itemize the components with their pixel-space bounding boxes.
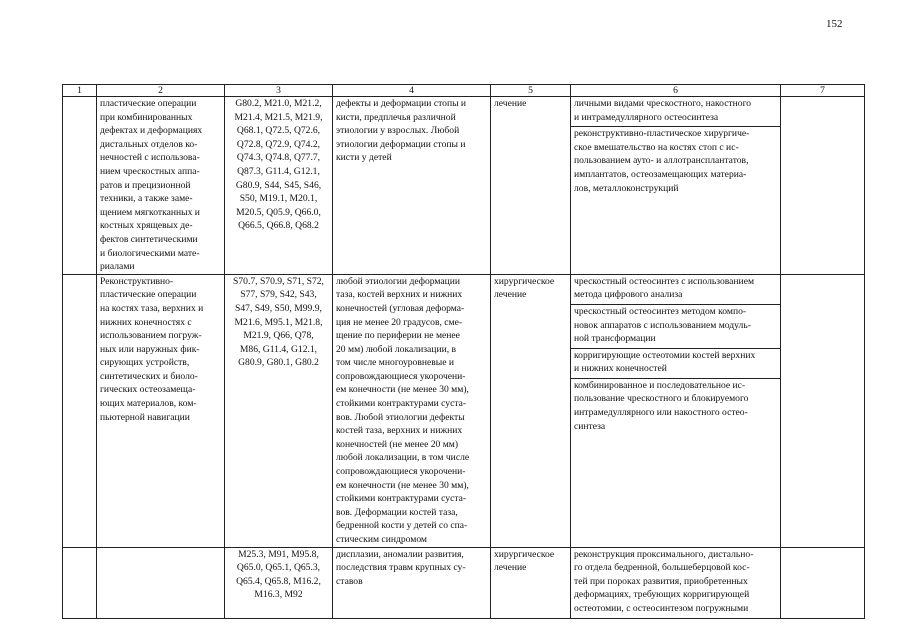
treatment-method-line: ной трансформации [574, 333, 656, 345]
diagnosis-line: конечностей (угловая деформа- [336, 302, 465, 314]
treatment-method [571, 349, 780, 379]
icd-code-line: G80.9, S44, S45, S46, [235, 179, 322, 191]
header-row [63, 85, 865, 97]
treatment-method [571, 97, 780, 127]
procedure-group-line: нечностей с использова- [100, 152, 200, 164]
column-header: 6 [571, 85, 781, 97]
procedure-group-line: использованием погруж- [100, 330, 202, 342]
treatment-method-line: реконструкция проксимального, дистально- [574, 548, 754, 560]
procedure-group-line: ратов и прецизионной [100, 179, 191, 191]
cell-icd-codes [225, 274, 333, 547]
diagnosis-line: костей таза, верхних и нижних [336, 425, 463, 437]
treatment-method-line: пользование чрескостного и блокируемого [574, 393, 749, 405]
procedure-group-line: техники, а также заме- [100, 193, 193, 205]
icd-code-line: G80.2, M21.0, M21.2, [235, 98, 322, 109]
cell-methods [571, 274, 781, 547]
procedure-group-line: дефектах и деформациях [100, 125, 203, 137]
diagnosis-line: кисти, предплечья различной [336, 111, 456, 123]
diagnosis-line: ставов [336, 575, 363, 587]
treatment-method-line: реконструктивно-пластическое хирургиче- [574, 128, 750, 140]
cell-procedure-group [97, 547, 225, 618]
diagnosis-line: последствия травм крупных су- [336, 562, 466, 574]
treatment-type-line: лечение [494, 98, 527, 109]
cell-diagnosis [333, 97, 491, 275]
cell-icd-codes [225, 547, 333, 618]
treatment-method [571, 275, 780, 305]
icd-code-line: S47, S49, S50, M99.9, [235, 302, 322, 314]
treatment-method-line: личными видами чрескостного, накостного [574, 98, 752, 109]
cell-procedure-group [97, 97, 225, 275]
table-row [63, 274, 865, 547]
procedure-group-line: риалами [100, 261, 135, 273]
column-header: 4 [333, 85, 491, 97]
diagnosis-line: кисти у детей [336, 152, 392, 164]
cell-col7 [781, 97, 865, 275]
treatment-method-line: имплантатов, остеозамещающих материа- [574, 168, 747, 180]
treatment-method-line: лов, металлоконструкций [574, 182, 679, 194]
treatment-type-line: лечение [494, 289, 527, 301]
treatment-method-line: го отдела бедренной, большеберцовой кос- [574, 562, 750, 574]
icd-code-line: S50, M19.1, M20.1, [239, 193, 318, 205]
column-header: 5 [491, 85, 571, 97]
treatment-method-line: ское вмешательство на костях стоп с ис- [574, 141, 739, 153]
procedure-group-line: пьютерной навигации [100, 411, 190, 423]
procedure-group-line: пластические операции [100, 289, 197, 301]
treatment-method-line: и интрамедуллярного остеосинтеза [574, 111, 719, 123]
diagnosis-line: том числе многоуровневые и [336, 357, 455, 369]
cell-treatment-type [491, 274, 571, 547]
diagnosis-line: сопровождающиеся укорочени- [336, 466, 466, 478]
icd-code-line: Q65.0, Q65.1, Q65.3, [236, 562, 321, 574]
treatment-type-line: хирургическое [494, 548, 555, 560]
treatment-method [571, 305, 780, 349]
diagnosis-line: сопровождающиеся укорочени- [336, 370, 466, 382]
diagnosis-line: любой локализации, в том числе [336, 452, 470, 464]
diagnosis-line: ем конечности (не менее 30 мм), [336, 384, 469, 396]
diagnosis-line: вов. Любой этиологии дефекты [336, 411, 465, 423]
icd-code-line: G80.9, G80.1, G80.2 [238, 357, 319, 369]
procedure-group-line: Реконструктивно- [100, 275, 174, 287]
diagnosis-line: дефекты и деформации стопы и [336, 98, 467, 109]
cell-methods [571, 547, 781, 618]
icd-code-line: M20.5, Q05.9, Q66.0, [236, 206, 321, 218]
cell-treatment-type [491, 547, 571, 618]
treatment-method-line: деформациях, требующих корригирующей [574, 589, 750, 601]
procedure-group-line: ных или наружных фик- [100, 343, 200, 355]
procedure-group-line: синтетических и биоло- [100, 370, 198, 382]
cell-methods [571, 97, 781, 275]
treatment-method-line: и нижних конечностей [574, 363, 667, 375]
cell-col1 [63, 547, 97, 618]
diagnosis-line: стойкими контрактурами суста- [336, 398, 467, 410]
table-container [62, 84, 864, 614]
treatment-method-line: чрескостный остеосинтез методом компо- [574, 305, 747, 317]
procedure-group-line: гических остеозамеща- [100, 384, 196, 396]
diagnosis-line: этиологии деформации стопы и [336, 138, 466, 150]
icd-code-line: Q66.5, Q66.8, Q68.2 [238, 220, 319, 232]
cell-col1 [63, 274, 97, 547]
icd-code-line: Q72.8, Q72.9, Q74.2, [236, 138, 321, 150]
diagnosis-line: конечностей (не менее 20 мм) [336, 438, 459, 450]
treatment-method-line: пользованием ауто- и аллотрансплантатов, [574, 155, 749, 167]
cell-treatment-type [491, 97, 571, 275]
icd-code-line: M86, G11.4, G12.1, [239, 343, 318, 355]
procedure-group-line: нием чрескостных аппа- [100, 165, 200, 177]
procedure-group-line: пластические операции [100, 98, 197, 109]
treatment-method-line: остеотомии, с остеосинтезом погружными [574, 602, 749, 614]
cell-col7 [781, 274, 865, 547]
icd-code-line: Q74.3, Q74.8, Q77.7, [236, 152, 321, 164]
icd-code-line: M21.9, Q66, Q78, [243, 330, 314, 342]
diagnosis-line: стойкими контрактурами суста- [336, 493, 467, 505]
icd-code-line: S70.7, S70.9, S71, S72, [233, 275, 324, 287]
procedure-group-line: фектов синтетическими [100, 233, 198, 245]
column-header: 2 [97, 85, 225, 97]
procedure-group-line: ющих материалов, ком- [100, 398, 197, 410]
procedure-group-line: нижних конечностях с [100, 316, 192, 328]
treatment-method-line: новок аппаратов с использованием модуль- [574, 319, 751, 331]
procedure-group-line: костных хрящевых де- [100, 220, 193, 232]
icd-code-line: M21.4, M21.5, M21.9, [234, 111, 323, 123]
diagnosis-line: ция не менее 20 градусов, сме- [336, 316, 463, 328]
column-header: 7 [781, 85, 865, 97]
icd-code-line: Q87.3, G11.4, G12.1, [237, 165, 320, 177]
icd-code-line: S77, S79, S42, S43, [240, 289, 317, 301]
page-number: 152 [826, 18, 843, 30]
diagnosis-line: стическим синдромом [336, 534, 428, 545]
diagnosis-line: вов. Деформации костей таза, [336, 506, 458, 518]
diagnosis-line: этиологии у взрослых. Любой [336, 125, 460, 137]
diagnosis-line: ем конечности (не менее 30 мм), [336, 479, 469, 491]
column-header: 1 [63, 85, 97, 97]
cell-col1 [63, 97, 97, 275]
cell-col7 [781, 547, 865, 618]
table-row [63, 97, 865, 275]
treatment-type-line: лечение [494, 562, 527, 574]
icd-code-line: Q65.4, Q65.8, M16.2, [236, 575, 321, 587]
diagnosis-line: щение по периферии не менее [336, 330, 460, 342]
treatment-method [571, 548, 780, 618]
treatment-method-line: синтеза [574, 420, 606, 432]
treatment-method-line: метода цифрового анализа [574, 289, 683, 301]
procedure-group-line: щением мягкотканных и [100, 206, 200, 218]
column-header: 3 [225, 85, 333, 97]
diagnosis-line: дисплазии, аномалии развития, [336, 548, 464, 560]
table-row [63, 547, 865, 618]
icd-code-line: M25.3, M91, M95.8, [238, 548, 319, 560]
icd-code-line: Q68.1, Q72.5, Q72.6, [236, 125, 321, 137]
treatment-method-line: комбинированное и последовательное ис- [574, 379, 746, 391]
icd-code-line: M21.6, M95.1, M21.8, [234, 316, 323, 328]
procedure-group-line: и биологическими мате- [100, 247, 200, 259]
procedure-group-line: дистальных отделов ко- [100, 138, 198, 150]
treatment-method [571, 379, 780, 435]
diagnosis-line: бедренной кости у детей со спа- [336, 520, 468, 532]
treatment-method-line: интрамедуллярного или накостного остео- [574, 407, 748, 419]
treatment-method-line: корригирующие остеотомии костей верхних [574, 349, 756, 361]
diagnosis-line: 20 мм) любой локализации, в [336, 343, 457, 355]
diagnosis-line: любой этиологии деформации [336, 275, 461, 287]
treatment-method-line: тей при пороках развития, приобретенных [574, 575, 748, 587]
treatment-type-line: хирургическое [494, 275, 555, 287]
procedures-table [62, 84, 865, 619]
procedure-group-line: сирующих устройств, [100, 357, 190, 369]
icd-code-line: M16.3, M92 [254, 589, 303, 601]
cell-icd-codes [225, 97, 333, 275]
treatment-method [571, 127, 780, 197]
cell-procedure-group [97, 274, 225, 547]
cell-diagnosis [333, 547, 491, 618]
treatment-method-line: чрескостный остеосинтез с использованием [574, 275, 755, 287]
procedure-group-line: на костях таза, верхних и [100, 302, 204, 314]
cell-diagnosis [333, 274, 491, 547]
diagnosis-line: таза, костей верхних и нижних [336, 289, 463, 301]
procedure-group-line: при комбинированных [100, 111, 193, 123]
